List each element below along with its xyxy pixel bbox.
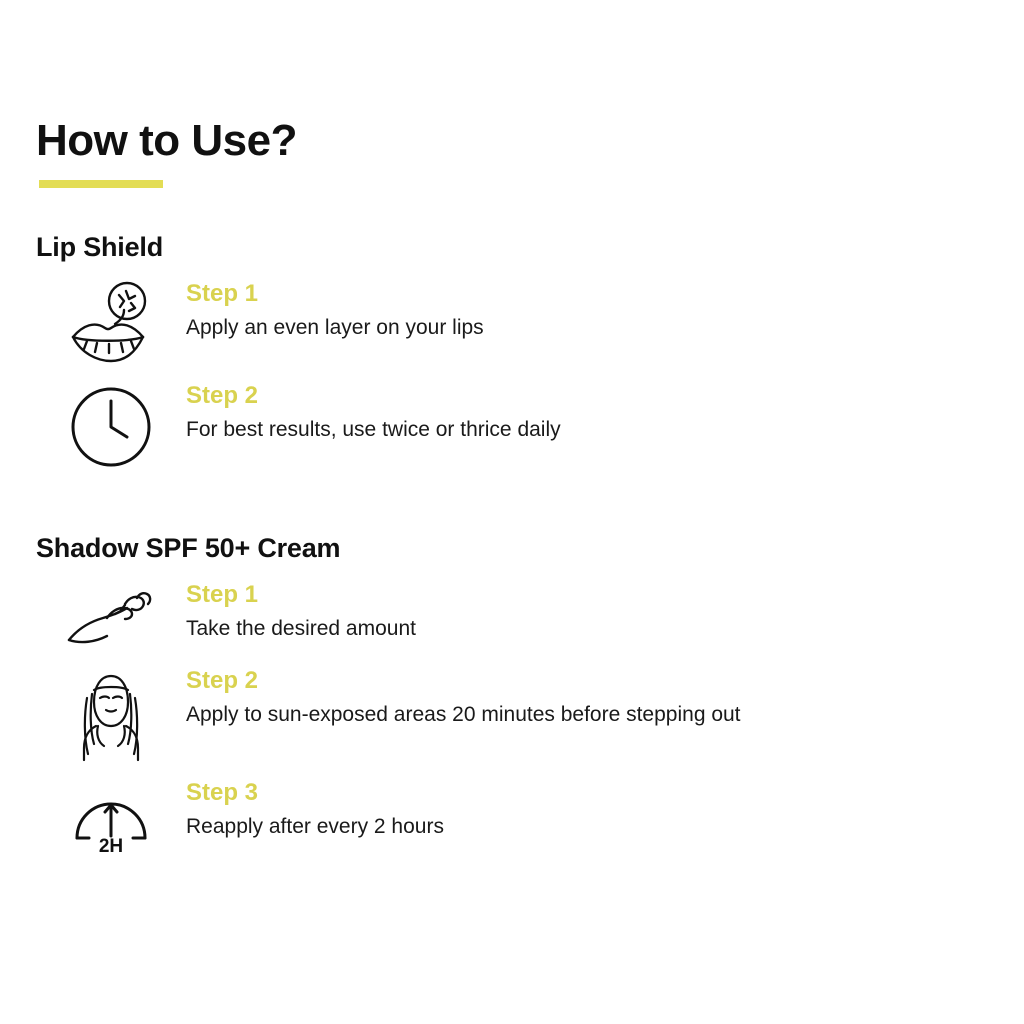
step-label: Step 1 [186, 581, 259, 609]
step-row [36, 379, 984, 471]
step-label: Step 2 [186, 382, 259, 410]
step-text [186, 379, 561, 445]
step-row [36, 578, 984, 652]
step-description: Apply to sun-exposed areas 20 minutes before stepping out [186, 703, 741, 727]
step-text [186, 664, 741, 730]
step-description: Take the desired amount [186, 617, 416, 641]
step-row [36, 664, 984, 764]
hand-with-cream-icon [36, 578, 186, 652]
step-text [186, 776, 444, 842]
step-row [36, 776, 984, 856]
clock-icon [36, 379, 186, 471]
timer-label: 2H [98, 836, 124, 857]
step-description: Apply an even layer on your lips [186, 316, 484, 340]
section-lip-shield [36, 232, 984, 471]
step-text [186, 578, 416, 644]
step-row [36, 277, 984, 367]
woman-applying-cream-icon [36, 664, 186, 764]
step-label: Step 1 [186, 280, 259, 308]
title-underline [39, 180, 163, 188]
section-shadow-spf-cream [36, 533, 984, 856]
two-hour-timer-icon [36, 776, 186, 856]
page-title: How to Use? [36, 116, 297, 165]
step-description: For best results, use twice or thrice daily [186, 418, 561, 442]
lips-with-balm-icon [36, 277, 186, 367]
step-description: Reapply after every 2 hours [186, 815, 444, 839]
step-label: Step 3 [186, 779, 259, 807]
section-heading: Shadow SPF 50+ Cream [36, 533, 341, 564]
step-label: Step 2 [186, 667, 259, 695]
section-heading: Lip Shield [36, 232, 164, 263]
step-text [186, 277, 484, 343]
